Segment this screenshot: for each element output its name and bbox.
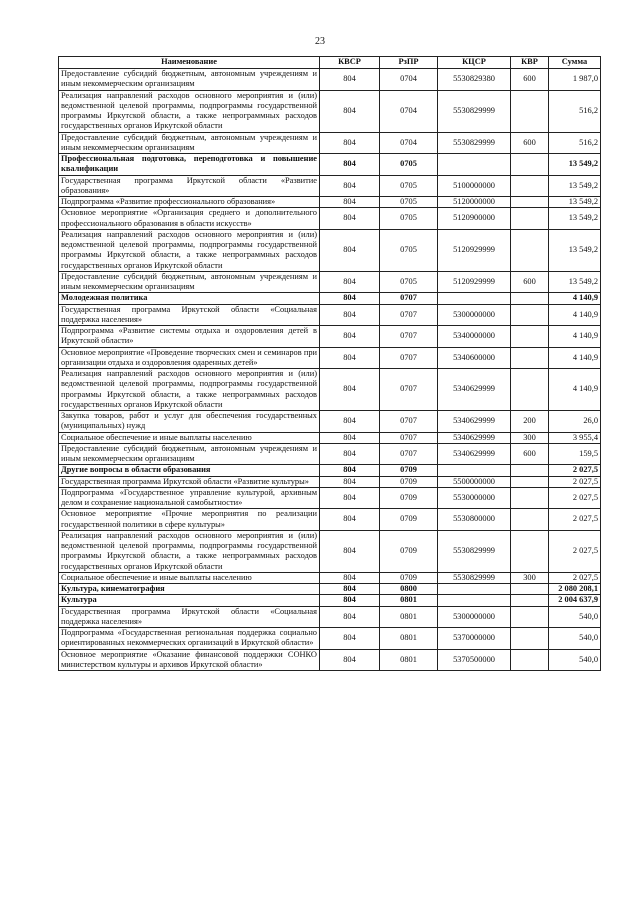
page-number: 23 [315, 36, 325, 47]
cell-kvr [511, 584, 549, 595]
table-row [59, 606, 601, 628]
cell-rzpr: 0705 [380, 229, 438, 271]
cell-rzpr: 0709 [380, 487, 438, 509]
cell-name: Реализация направлений расходов основного мероприятия и (или) ведомственной целевой программы, подпрограммы государственной программы Иркутской области, а также непрограммных расходов государственных органов Иркутской области [59, 530, 320, 572]
cell-name: Государственная программа Иркутской области «Социальная поддержка населения» [59, 304, 320, 326]
cell-sum: 13 549,2 [549, 197, 601, 208]
cell-name: Государственная программа Иркутской области «Развитие образования» [59, 175, 320, 197]
cell-kvr [511, 476, 549, 487]
table-row [59, 411, 601, 433]
table-row [59, 487, 601, 509]
cell-rzpr: 0707 [380, 304, 438, 326]
cell-name: Реализация направлений расходов основного мероприятия и (или) ведомственной целевой программы, подпрограммы государственной программы Иркутской области, а также непрограммных расходов государственных органов Иркутской области [59, 369, 320, 411]
cell-name: Подпрограмма «Государственное управление культурой, архивным делом и сохранение национальной самобытности» [59, 487, 320, 509]
cell-sum: 2 027,5 [549, 476, 601, 487]
cell-kvr [511, 229, 549, 271]
cell-kcsr: 5120000000 [438, 197, 511, 208]
cell-sum: 13 549,2 [549, 271, 601, 293]
cell-kvr: 200 [511, 411, 549, 433]
cell-kvsr: 804 [320, 369, 380, 411]
table-row [59, 132, 601, 154]
table-row [59, 509, 601, 531]
cell-name: Закупка товаров, работ и услуг для обеспечения государственных (муниципальных) нужд [59, 411, 320, 433]
cell-kvr [511, 175, 549, 197]
cell-name: Подпрограмма «Государственная региональная поддержка социально ориентированных некоммерческих организаций в Иркутской области» [59, 628, 320, 650]
cell-rzpr: 0709 [380, 465, 438, 476]
cell-rzpr: 0801 [380, 628, 438, 650]
cell-name: Государственная программа Иркутской области «Социальная поддержка населения» [59, 606, 320, 628]
cell-kvsr: 804 [320, 443, 380, 465]
cell-rzpr: 0705 [380, 175, 438, 197]
cell-kcsr [438, 584, 511, 595]
cell-kvsr: 804 [320, 530, 380, 572]
cell-sum: 159,5 [549, 443, 601, 465]
budget-table [58, 56, 601, 671]
cell-kvr: 600 [511, 69, 549, 91]
cell-name: Основное мероприятие «Оказание финансовой поддержки СОНКО министерством культуры и архивов Иркутской области» [59, 649, 320, 671]
cell-name: Культура [59, 595, 320, 606]
cell-rzpr: 0704 [380, 90, 438, 132]
cell-sum: 4 140,9 [549, 347, 601, 369]
cell-kcsr: 5530829999 [438, 530, 511, 572]
cell-sum: 13 549,2 [549, 154, 601, 176]
table-header-row [59, 57, 601, 69]
cell-rzpr: 0705 [380, 208, 438, 230]
cell-kvsr: 804 [320, 509, 380, 531]
cell-kcsr [438, 595, 511, 606]
cell-kvr [511, 628, 549, 650]
cell-rzpr: 0709 [380, 509, 438, 531]
cell-kcsr: 5120929999 [438, 271, 511, 293]
table-row [59, 293, 601, 304]
cell-kvsr: 804 [320, 132, 380, 154]
cell-kcsr: 5530829999 [438, 132, 511, 154]
cell-sum: 4 140,9 [549, 304, 601, 326]
table-row [59, 465, 601, 476]
cell-kcsr [438, 154, 511, 176]
cell-kvsr: 804 [320, 628, 380, 650]
cell-kcsr: 5300000000 [438, 606, 511, 628]
header-kvsr: КВСР [320, 57, 380, 69]
cell-rzpr: 0709 [380, 572, 438, 583]
cell-name: Профессиональная подготовка, переподготовка и повышение квалификации [59, 154, 320, 176]
cell-kcsr: 5340629999 [438, 369, 511, 411]
cell-kcsr: 5530800000 [438, 509, 511, 531]
table-row [59, 443, 601, 465]
cell-sum: 2 027,5 [549, 487, 601, 509]
cell-kvsr: 804 [320, 432, 380, 443]
cell-rzpr: 0707 [380, 293, 438, 304]
cell-rzpr: 0707 [380, 326, 438, 348]
cell-kvr: 300 [511, 432, 549, 443]
table-row [59, 530, 601, 572]
table-row [59, 476, 601, 487]
cell-kvsr: 804 [320, 69, 380, 91]
cell-kvr [511, 649, 549, 671]
cell-sum: 516,2 [549, 90, 601, 132]
cell-kvsr: 804 [320, 572, 380, 583]
cell-name: Основное мероприятие «Проведение творческих смен и семинаров при организации отдыха и оздоровления одаренных детей» [59, 347, 320, 369]
cell-sum: 516,2 [549, 132, 601, 154]
cell-kcsr: 5340600000 [438, 347, 511, 369]
cell-kcsr [438, 465, 511, 476]
cell-rzpr: 0704 [380, 69, 438, 91]
cell-sum: 13 549,2 [549, 208, 601, 230]
cell-name: Культура, кинематография [59, 584, 320, 595]
cell-name: Предоставление субсидий бюджетным, автономным учреждениям и иным некоммерческим организациям [59, 132, 320, 154]
cell-sum: 13 549,2 [549, 229, 601, 271]
cell-kvsr: 804 [320, 326, 380, 348]
cell-kvr [511, 595, 549, 606]
cell-rzpr: 0801 [380, 649, 438, 671]
cell-rzpr: 0705 [380, 197, 438, 208]
cell-name: Предоставление субсидий бюджетным, автономным учреждениям и иным некоммерческим организациям [59, 69, 320, 91]
cell-sum: 2 080 208,1 [549, 584, 601, 595]
cell-rzpr: 0709 [380, 530, 438, 572]
table-body [59, 69, 601, 671]
table-row [59, 347, 601, 369]
cell-kvr: 600 [511, 132, 549, 154]
table-row [59, 369, 601, 411]
cell-kvsr: 804 [320, 465, 380, 476]
cell-rzpr: 0709 [380, 476, 438, 487]
cell-kvr [511, 197, 549, 208]
cell-kvr [511, 369, 549, 411]
cell-name: Социальное обеспечение и иные выплаты населению [59, 572, 320, 583]
header-kvr: КВР [511, 57, 549, 69]
cell-kcsr: 5500000000 [438, 476, 511, 487]
cell-name: Предоставление субсидий бюджетным, автономным учреждениям и иным некоммерческим организациям [59, 271, 320, 293]
cell-kcsr: 5120900000 [438, 208, 511, 230]
cell-kvsr: 804 [320, 208, 380, 230]
table-row [59, 326, 601, 348]
cell-sum: 4 140,9 [549, 369, 601, 411]
cell-kvsr: 804 [320, 229, 380, 271]
cell-kcsr: 5530829999 [438, 90, 511, 132]
cell-kvsr: 804 [320, 154, 380, 176]
table-row [59, 595, 601, 606]
table-row [59, 69, 601, 91]
table-row [59, 304, 601, 326]
table-row [59, 229, 601, 271]
table-row [59, 208, 601, 230]
cell-kvr [511, 509, 549, 531]
cell-kcsr: 5340629999 [438, 411, 511, 433]
cell-kvr [511, 208, 549, 230]
header-kcsr: КЦСР [438, 57, 511, 69]
table-row [59, 175, 601, 197]
cell-kvr: 600 [511, 443, 549, 465]
cell-kcsr: 5120929999 [438, 229, 511, 271]
cell-kvsr: 804 [320, 584, 380, 595]
cell-kvsr: 804 [320, 347, 380, 369]
cell-name: Подпрограмма «Развитие профессионального образования» [59, 197, 320, 208]
cell-kcsr: 5370000000 [438, 628, 511, 650]
cell-sum: 2 027,5 [549, 509, 601, 531]
cell-kcsr: 5370500000 [438, 649, 511, 671]
cell-kvr [511, 487, 549, 509]
cell-sum: 26,0 [549, 411, 601, 433]
cell-sum: 540,0 [549, 628, 601, 650]
cell-kcsr: 5300000000 [438, 304, 511, 326]
cell-kvr [511, 347, 549, 369]
cell-sum: 13 549,2 [549, 175, 601, 197]
cell-sum: 4 140,9 [549, 326, 601, 348]
table-row [59, 90, 601, 132]
cell-rzpr: 0707 [380, 443, 438, 465]
cell-sum: 3 955,4 [549, 432, 601, 443]
cell-kvsr: 804 [320, 271, 380, 293]
cell-sum: 2 027,5 [549, 465, 601, 476]
cell-kcsr: 5340629999 [438, 432, 511, 443]
header-rzpr: РзПР [380, 57, 438, 69]
table-row [59, 572, 601, 583]
cell-name: Основное мероприятие «Организация среднего и дополнительного профессионального образования в области искусств» [59, 208, 320, 230]
cell-kvr [511, 530, 549, 572]
table-row [59, 584, 601, 595]
cell-rzpr: 0707 [380, 369, 438, 411]
cell-rzpr: 0705 [380, 154, 438, 176]
cell-sum: 540,0 [549, 606, 601, 628]
cell-sum: 540,0 [549, 649, 601, 671]
table-row [59, 432, 601, 443]
cell-rzpr: 0707 [380, 347, 438, 369]
cell-name: Предоставление субсидий бюджетным, автономным учреждениям и иным некоммерческим организациям [59, 443, 320, 465]
cell-kvr [511, 606, 549, 628]
cell-name: Основное мероприятие «Прочие мероприятия по реализации государственной политики в сфере культуры» [59, 509, 320, 531]
cell-sum: 2 027,5 [549, 572, 601, 583]
cell-kvsr: 804 [320, 90, 380, 132]
cell-name: Другие вопросы в области образования [59, 465, 320, 476]
cell-kvsr: 804 [320, 411, 380, 433]
cell-name: Реализация направлений расходов основного мероприятия и (или) ведомственной целевой программы, подпрограммы государственной программы Иркутской области, а также непрограммных расходов государственных органов Иркутской области [59, 90, 320, 132]
cell-rzpr: 0705 [380, 271, 438, 293]
table-row [59, 649, 601, 671]
header-sum: Сумма [549, 57, 601, 69]
cell-kvr [511, 293, 549, 304]
cell-kcsr [438, 293, 511, 304]
table-row [59, 154, 601, 176]
cell-name: Социальное обеспечение и иные выплаты населению [59, 432, 320, 443]
cell-kvr: 300 [511, 572, 549, 583]
cell-kvsr: 804 [320, 649, 380, 671]
cell-kvsr: 804 [320, 175, 380, 197]
cell-kvr [511, 304, 549, 326]
table-row [59, 197, 601, 208]
cell-kvsr: 804 [320, 595, 380, 606]
cell-kcsr: 5530829380 [438, 69, 511, 91]
cell-kcsr: 5340000000 [438, 326, 511, 348]
cell-kvr [511, 326, 549, 348]
cell-sum: 2 004 637,9 [549, 595, 601, 606]
cell-kvr [511, 90, 549, 132]
cell-rzpr: 0704 [380, 132, 438, 154]
cell-sum: 2 027,5 [549, 530, 601, 572]
cell-kvr [511, 154, 549, 176]
header-name: Наименование [59, 57, 320, 69]
cell-kvsr: 804 [320, 304, 380, 326]
cell-name: Государственная программа Иркутской области «Развитие культуры» [59, 476, 320, 487]
cell-kcsr: 5100000000 [438, 175, 511, 197]
cell-kcsr: 5530000000 [438, 487, 511, 509]
cell-sum: 1 987,0 [549, 69, 601, 91]
cell-kcsr: 5530829999 [438, 572, 511, 583]
cell-name: Реализация направлений расходов основного мероприятия и (или) ведомственной целевой программы, подпрограммы государственной программы Иркутской области, а также непрограммных расходов государственных органов Иркутской области [59, 229, 320, 271]
table-row [59, 271, 601, 293]
cell-rzpr: 0707 [380, 411, 438, 433]
table-row [59, 628, 601, 650]
cell-kcsr: 5340629999 [438, 443, 511, 465]
cell-name: Молодежная политика [59, 293, 320, 304]
cell-kvsr: 804 [320, 487, 380, 509]
cell-kvsr: 804 [320, 606, 380, 628]
cell-sum: 4 140,9 [549, 293, 601, 304]
cell-kvsr: 804 [320, 476, 380, 487]
cell-kvr: 600 [511, 271, 549, 293]
cell-rzpr: 0707 [380, 432, 438, 443]
cell-kvsr: 804 [320, 197, 380, 208]
cell-kvsr: 804 [320, 293, 380, 304]
cell-rzpr: 0801 [380, 606, 438, 628]
cell-rzpr: 0800 [380, 584, 438, 595]
cell-rzpr: 0801 [380, 595, 438, 606]
cell-kvr [511, 465, 549, 476]
cell-name: Подпрограмма «Развитие системы отдыха и оздоровления детей в Иркутской области» [59, 326, 320, 348]
